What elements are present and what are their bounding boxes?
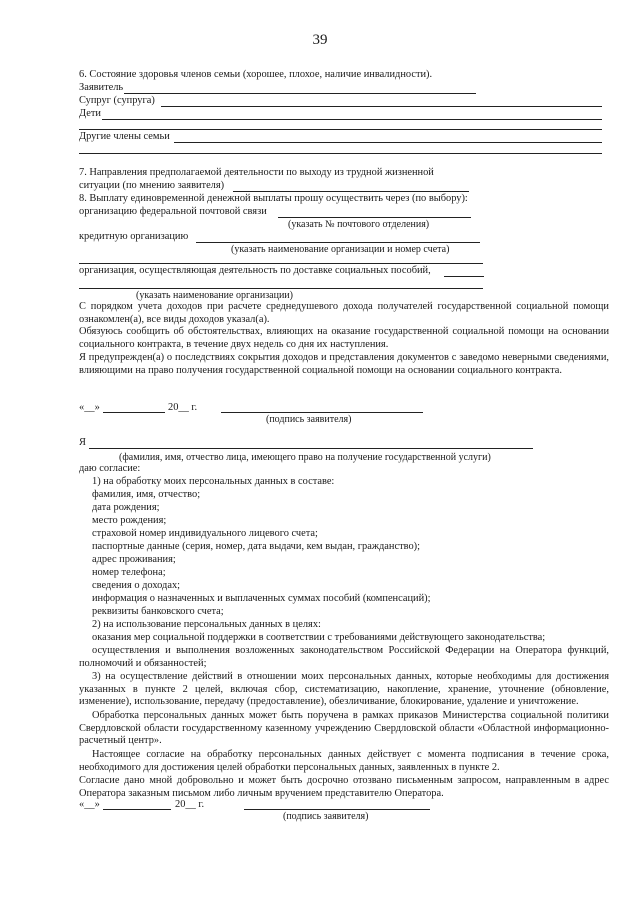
consent-operator: Обработка персональных данных может быть поручена в рамках приказов Министерства социальной политики Свердловской области государственному казенному учреждению Свердловской области «Областной информационно-расчетный центр». [79,710,609,747]
children-health-line-2[interactable] [79,129,602,130]
other-members-health-line[interactable] [174,142,602,143]
notices-block [79,301,609,378]
delivery-separator-line[interactable] [79,263,483,264]
sign1-month-line[interactable] [103,412,165,413]
income-notice: С порядком учета доходов при расчете среднедушевого дохода получателей государственной социальной помощи ознакомлен(а), все виды доходов указал(а). [79,301,609,325]
sign1-date-open: «__» [79,402,100,413]
children-health-line[interactable] [102,119,602,120]
page-number: 39 [312,32,328,48]
consent-item3: 3) на осуществление действий в отношении моих персональных данных, которые необходимы для достижения указанных в пункте 2 целей, включая сбор, систематизацию, накопление, хранение, уточнение (обновление, изменение), использование, передачу (предоставление), обезличивание, блокирование, удаление и уничтожение. [79,671,609,708]
obligation-notice: Обязуюсь сообщить об обстоятельствах, влияющих на оказание государственной социальной помощи на основании социального контракта, в течение двух недель со дня их наступления. [79,326,609,350]
data-item: фамилия, имя, отчество; [92,489,201,500]
postal-office-caption: (указать № почтового отделения) [288,219,430,230]
spouse-health-line[interactable] [161,106,602,107]
applicant-health-line[interactable] [124,93,476,94]
sign2-date-open: «__» [79,799,100,810]
applicant-label: Заявитель [79,82,124,93]
delivery-organization-line[interactable] [444,276,484,277]
postal-option-label: организацию федеральной почтовой связи [79,206,267,217]
warning-notice: Я предупрежден(а) о последствиях сокрытия доходов и представления документов с заведомо неверными сведениями, влияющими на право получения государственной социальной помощи на основании социального контракта. [79,352,609,376]
sign2-year: 20__ г. [175,799,205,810]
consent-fio-caption: (фамилия, имя, отчество лица, имеющего право на получение государственной услуги) [119,452,491,463]
consent-purpose2: осуществления и выполнения возложенных законодательством Российской Федерации на Оператора функций, полномочий и обязанностей; [79,645,609,669]
other-members-label: Другие члены семьи [79,131,170,142]
consent-item2: 2) на использование персональных данных в целях: [92,619,321,630]
sign1-signature-line[interactable] [221,412,423,413]
consent-fio-line[interactable] [89,448,533,449]
sign1-year: 20__ г. [168,402,198,413]
data-item: дата рождения; [92,502,160,513]
credit-organization-caption: (указать наименование организации и номер счета) [231,244,450,255]
spouse-label: Супруг (супруга) [79,95,155,106]
consent-item1: 1) на обработку моих персональных данных в составе: [92,476,335,487]
other-members-health-line-2[interactable] [79,153,602,154]
sign2-caption: (подпись заявителя) [283,811,369,822]
data-item: паспортные данные (серия, номер, дата выдачи, кем выдан, гражданство); [92,541,420,552]
consent-validity: Настоящее согласие на обработку персональных данных действует с момента подписания в течение срока, необходимого для достижения целей обработки персональных данных, заявленных в пункте 2. [79,749,609,773]
data-item: место рождения; [92,515,167,526]
postal-office-line[interactable] [278,217,471,218]
delivery-organization-line-2[interactable] [79,288,483,289]
credit-option-label: кредитную организацию [79,231,189,242]
sign1-caption: (подпись заявителя) [266,414,352,425]
delivery-option-label: организация, осуществляющая деятельность по доставке социальных пособий, [79,265,431,276]
children-label: Дети [79,108,101,119]
consent-i: Я [79,437,86,448]
data-item: информация о назначенных и выплаченных суммах пособий (компенсаций); [92,593,431,604]
consent-purpose1: оказания мер социальной поддержки в соответствии с требованиями действующего законодательства; [92,632,546,643]
activity-directions-line2: ситуации (по мнению заявителя) [79,180,225,191]
data-item: сведения о доходах; [92,580,181,591]
consent-give: даю согласие: [79,463,141,474]
health-section-heading: 6. Состояние здоровья членов семьи (хорошее, плохое, наличие инвалидности). [79,69,433,80]
data-item: адрес проживания; [92,554,176,565]
credit-organization-line[interactable] [196,242,480,243]
payment-method-heading: 8. Выплату единовременной денежной выплаты прошу осуществить через (по выбору): [79,193,468,204]
consent-revoke: Согласие дано мной добровольно и может быть досрочно отозвано письменным запросом, направленным в адрес Оператора заказным письмом либо личным вручением представителю Оператора. [79,775,609,799]
activity-directions-line[interactable] [233,191,469,192]
data-item: номер телефона; [92,567,166,578]
sign2-signature-line[interactable] [244,809,430,810]
sign2-month-line[interactable] [103,809,171,810]
data-item: страховой номер индивидуального лицевого счета; [92,528,318,539]
delivery-organization-caption: (указать наименование организации) [136,290,293,301]
data-item: реквизиты банковского счета; [92,606,224,617]
activity-directions-line1: 7. Направления предполагаемой деятельности по выходу из трудной жизненной [79,167,434,178]
